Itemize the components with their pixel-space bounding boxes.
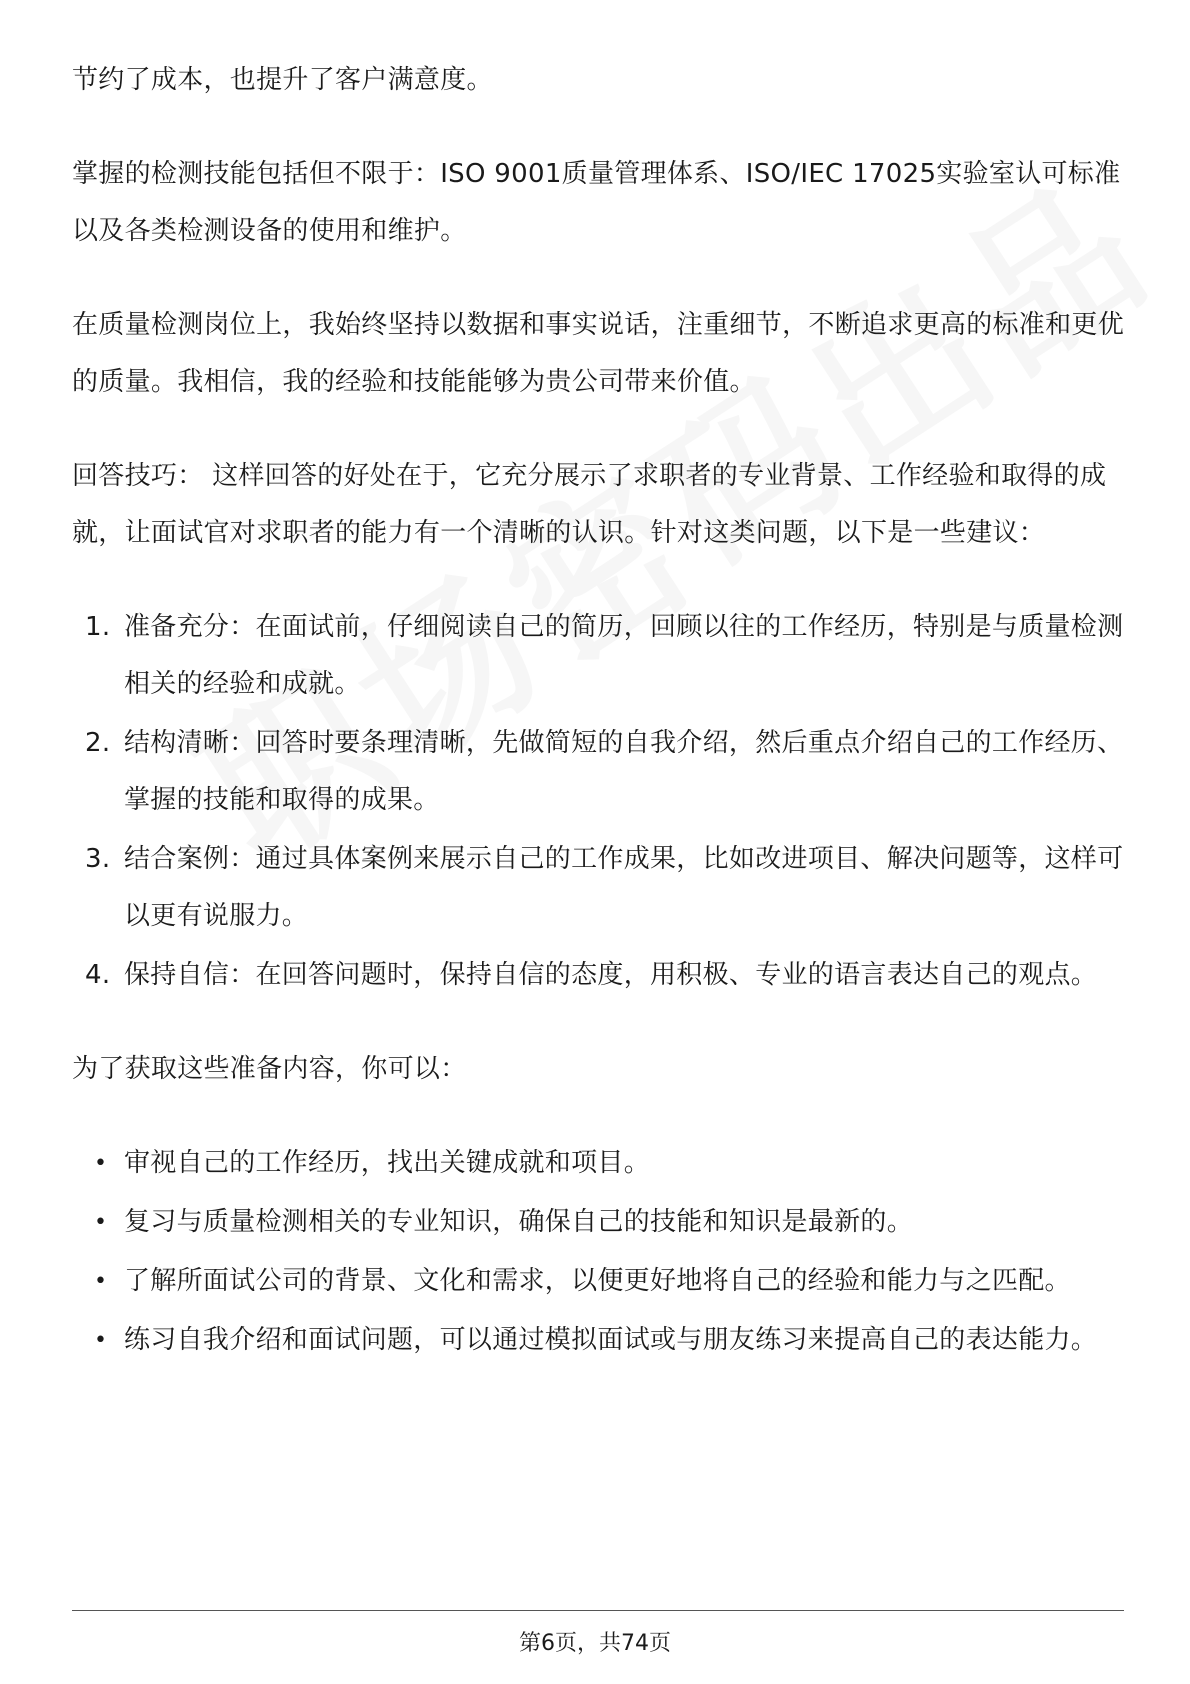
list-item-text: 结构清晰：回答时要条理清晰，先做简短的自我介绍，然后重点介绍自己的工作经历、掌握的技能和取得的成果。 xyxy=(124,728,1124,815)
page-number: 第6页，共74页 xyxy=(519,1631,671,1656)
list-item-text: 结合案例：通过具体案例来展示自己的工作成果，比如改进项目、解决问题等，这样可以更有说服力。 xyxy=(124,844,1124,931)
bullet-icon: • xyxy=(94,1151,108,1176)
list-item xyxy=(72,599,1124,713)
bullet-icon: • xyxy=(94,1269,108,1294)
prep-list xyxy=(72,1135,1124,1369)
paragraph-prep-intro: 为了获取这些准备内容，你可以： xyxy=(72,1054,467,1084)
list-item xyxy=(72,1312,1124,1369)
paragraph-attitude: 在质量检测岗位上，我始终坚持以数据和事实说话，注重细节，不断追求更高的标准和更优的质量。我相信，我的经验和技能能够为贵公司带来价值。 xyxy=(72,310,1125,397)
list-item xyxy=(72,1253,1124,1310)
list-number: 2. xyxy=(85,728,111,758)
bullet-icon: • xyxy=(94,1328,108,1353)
list-number: 4. xyxy=(85,960,111,990)
list-item xyxy=(72,715,1124,829)
list-number: 3. xyxy=(85,844,111,874)
list-item-text: 准备充分：在面试前，仔细阅读自己的简历，回顾以往的工作经历，特别是与质量检测相关的经验和成就。 xyxy=(124,612,1124,699)
list-item xyxy=(72,831,1124,945)
list-item xyxy=(72,1135,1124,1192)
paragraph-cost-savings: 节约了成本，也提升了客户满意度。 xyxy=(72,65,493,95)
list-item-text: 练习自我介绍和面试问题，可以通过模拟面试或与朋友练习来提高自己的表达能力。 xyxy=(124,1325,1098,1355)
list-number: 1. xyxy=(85,612,111,642)
list-item-text: 复习与质量检测相关的专业知识，确保自己的技能和知识是最新的。 xyxy=(124,1207,914,1237)
list-item xyxy=(72,1194,1124,1251)
bullet-icon: • xyxy=(94,1210,108,1235)
footer-divider xyxy=(72,1610,1124,1611)
paragraph-skills: 掌握的检测技能包括但不限于：ISO 9001质量管理体系、ISO/IEC 17025实验室认可标准以及各类检测设备的使用和维护。 xyxy=(72,159,1121,246)
tips-list xyxy=(72,599,1124,1004)
list-item-text: 了解所面试公司的背景、文化和需求，以便更好地将自己的经验和能力与之匹配。 xyxy=(124,1266,1071,1296)
list-item-text: 审视自己的工作经历，找出关键成就和项目。 xyxy=(124,1148,651,1178)
document-body xyxy=(72,52,1124,1406)
list-item-text: 保持自信：在回答问题时，保持自信的态度，用积极、专业的语言表达自己的观点。 xyxy=(124,960,1098,990)
list-item xyxy=(72,947,1124,1004)
paragraph-answer-tips: 回答技巧： 这样回答的好处在于，它充分展示了求职者的专业背景、工作经验和取得的成就，让面试官对求职者的能力有一个清晰的认识。针对这类问题，以下是一些建议： xyxy=(72,461,1107,548)
